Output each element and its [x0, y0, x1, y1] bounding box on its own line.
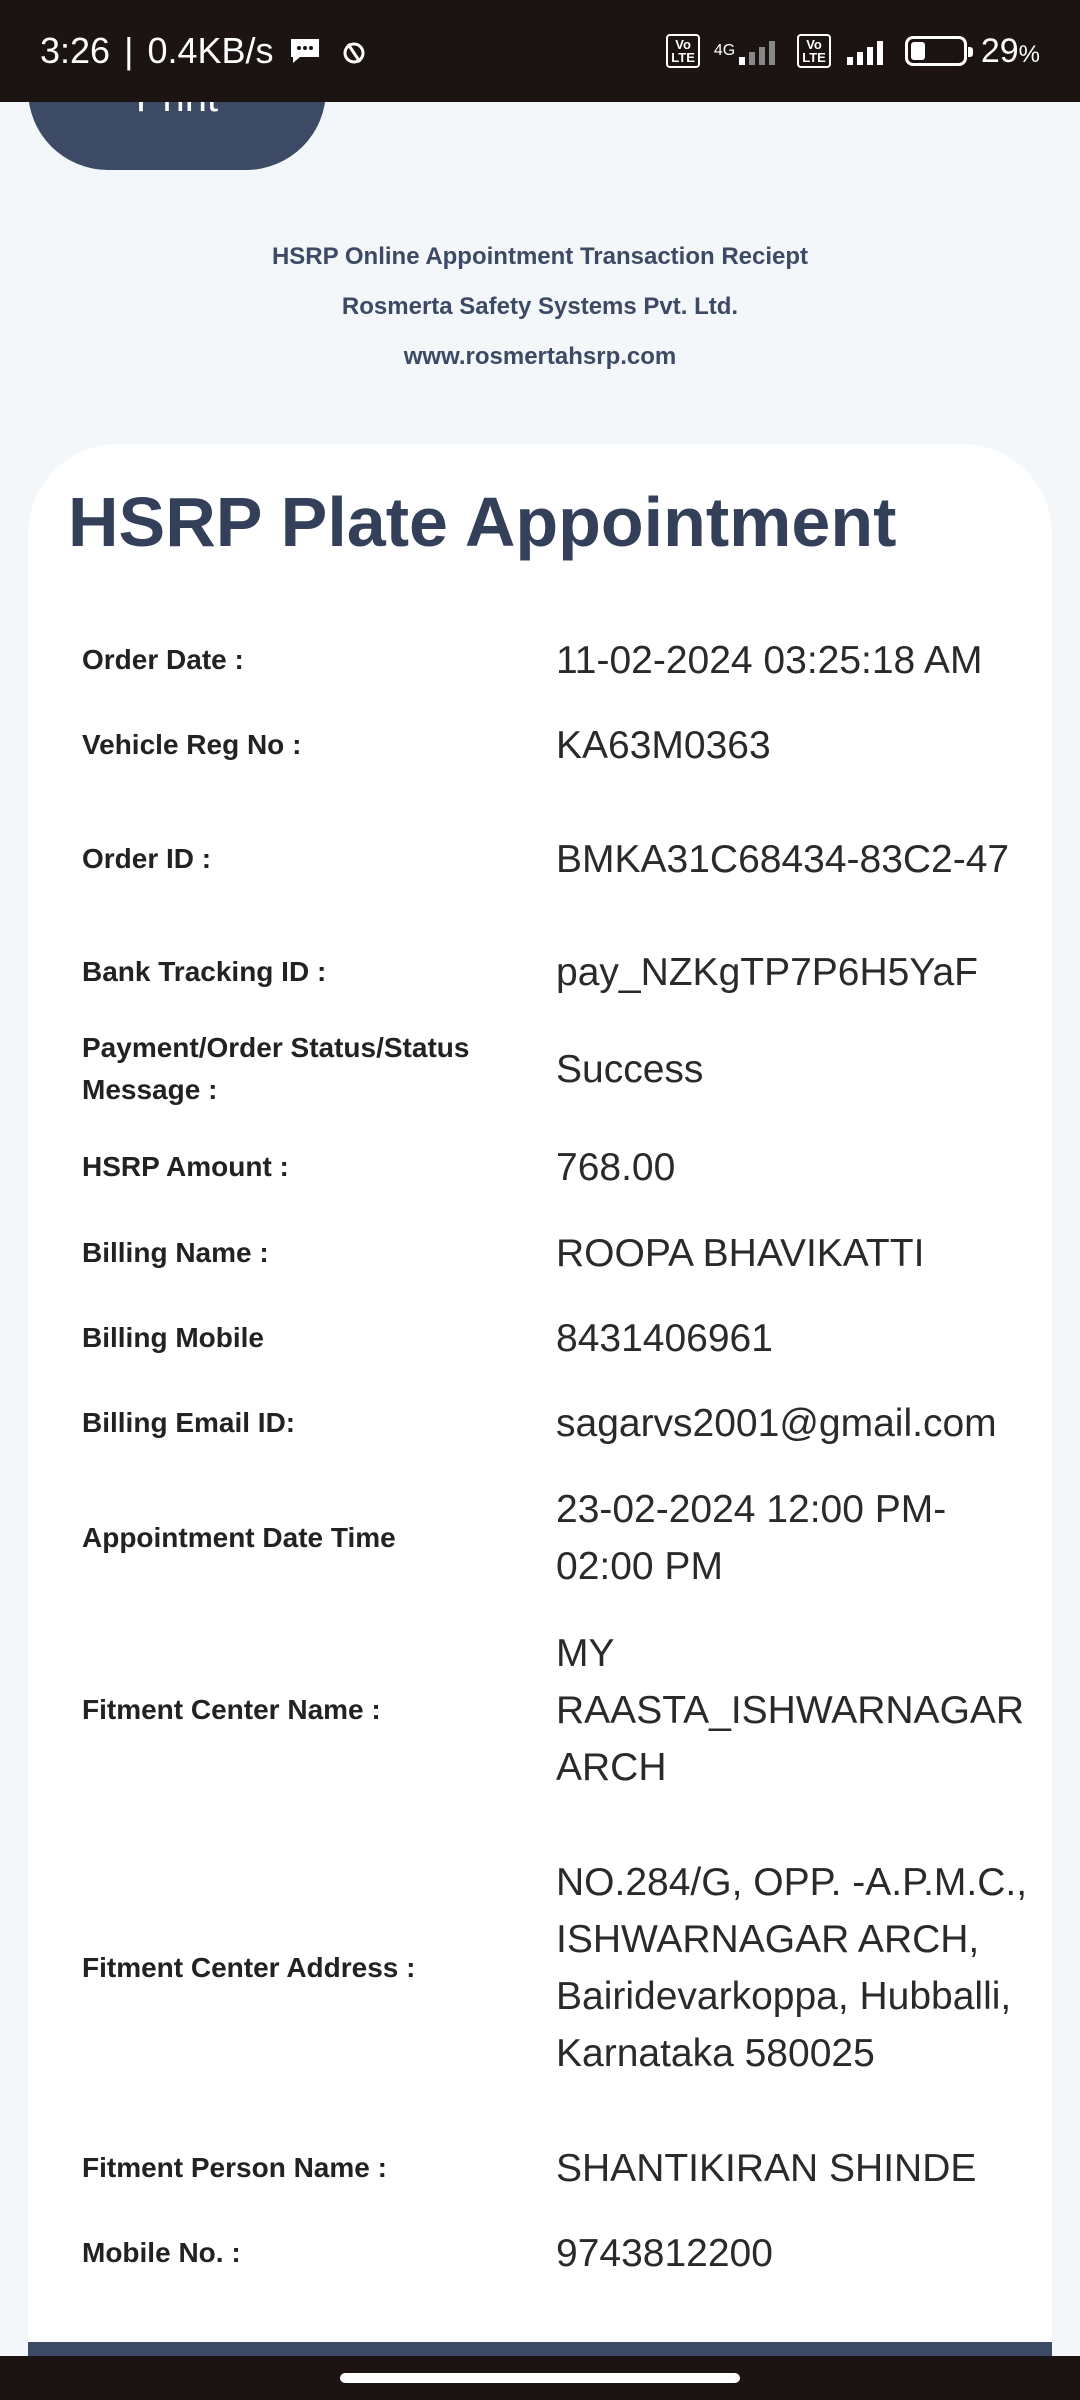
row-label: Mobile No. : [82, 2237, 241, 2268]
row-value: 768.00 [556, 1145, 676, 1189]
row-value: Success [556, 1047, 704, 1091]
detail-row-bank-tracking [82, 930, 1042, 1014]
website-link[interactable]: www.rosmertahsrp.com [403, 343, 677, 370]
battery-percent: 29% [980, 31, 1040, 70]
status-right [666, 32, 1040, 71]
status-left [40, 30, 372, 72]
row-value: KA63M0363 [556, 723, 771, 767]
detail-row-order-id [82, 788, 1042, 930]
volte-icon-2: Vo LTE [797, 34, 831, 68]
row-value: NO.284/G, OPP. -A.P.M.C., ISHWARNAGAR ARCH, Bairidevarkoppa, Hubballi, Karnataka 580025 [556, 1861, 1028, 2075]
row-label: Order ID : [82, 843, 212, 874]
volte-icon: Vo LTE [666, 34, 700, 68]
receipt-title: HSRP Online Appointment Transaction Reciept [271, 243, 809, 270]
row-value: 23-02-2024 12:00 PM-02:00 PM [556, 1488, 947, 1588]
detail-row-billing-email [82, 1380, 1042, 1466]
detail-row-payment-status [82, 1014, 1042, 1124]
detail-row-vehicle-reg [82, 702, 1042, 788]
signal-icon [845, 35, 891, 67]
vpn-key-icon [336, 36, 372, 66]
battery-level [911, 42, 925, 60]
detail-row-amount [82, 1124, 1042, 1210]
signal-4g-icon: 4G [714, 35, 783, 67]
detail-row-mobile-no [82, 2210, 1042, 2296]
row-label: Fitment Center Address : [82, 1952, 416, 1983]
detail-row-fitment-center-address [82, 1810, 1042, 2126]
row-label: Fitment Center Name : [82, 1694, 381, 1725]
company-name: Rosmerta Safety Systems Pvt. Ltd. [341, 293, 739, 320]
row-label: Billing Email ID: [82, 1407, 296, 1438]
row-label: Appointment Date Time [82, 1522, 396, 1553]
details-table [82, 618, 1042, 2296]
status-bar [0, 0, 1080, 102]
row-label: HSRP Amount : [82, 1151, 289, 1182]
net-speed: 0.4KB/s [147, 30, 274, 71]
detail-row-billing-mobile [82, 1296, 1042, 1380]
row-label: Order Date : [82, 644, 244, 675]
detail-row-order-date [82, 618, 1042, 702]
page-title: HSRP Plate Appointment [68, 483, 897, 561]
row-value: sagarvs2001@gmail.com [556, 1401, 997, 1445]
detail-row-billing-name [82, 1210, 1042, 1296]
row-value: 8431406961 [556, 1316, 773, 1360]
clock: 3:26 [40, 30, 111, 71]
row-label: Bank Tracking ID : [82, 956, 327, 987]
row-label: Vehicle Reg No : [82, 729, 302, 760]
row-value: MY RAASTA_ISHWARNAGAR ARCH [556, 1631, 1025, 1789]
row-label: Payment/Order Status/Status Message : [82, 1032, 470, 1105]
detail-row-appointment-time [82, 1466, 1042, 1610]
row-value: SHANTIKIRAN SHINDE [556, 2146, 977, 2190]
row-value: pay_NZKgTP7P6H5YaF [556, 950, 978, 994]
row-value: 11-02-2024 03:25:18 AM [556, 638, 983, 682]
appointment-card [28, 444, 1052, 2364]
receipt-header [0, 232, 1080, 382]
row-value: 9743812200 [556, 2231, 773, 2275]
row-label: Billing Name : [82, 1237, 269, 1268]
detail-row-fitment-person [82, 2126, 1042, 2210]
row-label: Fitment Person Name : [82, 2152, 387, 2183]
message-icon [288, 36, 322, 66]
row-label: Billing Mobile [82, 1322, 264, 1353]
separator: | [124, 30, 134, 71]
battery-icon [905, 36, 967, 66]
row-value: BMKA31C68434-83C2-47 [556, 837, 1010, 881]
row-value: ROOPA BHAVIKATTI [556, 1231, 925, 1275]
home-indicator[interactable] [340, 2373, 740, 2383]
detail-row-fitment-center-name [82, 1610, 1042, 1810]
